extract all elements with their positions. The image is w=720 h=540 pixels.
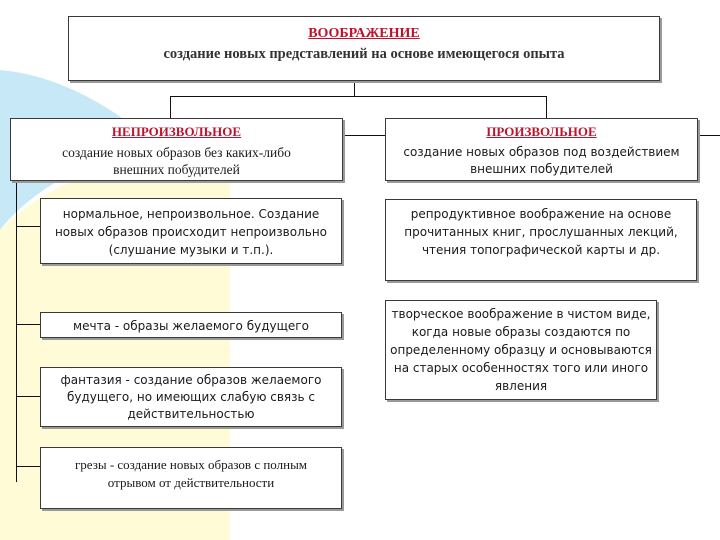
left-item-fantasy [40,367,342,427]
connector-right-edge [697,135,720,136]
left-item-fantasy-text: фантазия - создание образов желаемого будущего, но имеющих слабую связь с действительностью [60,373,322,421]
connector-left-item-1 [16,226,40,227]
left-item-reverie-text: грезы - создание новых образов с полным отрывом от действительности [74,457,308,490]
involuntary-title: НЕПРОИЗВОЛЬНОЕ [111,124,242,139]
connector-between-categories [343,135,385,136]
connector-root-down [354,80,355,96]
involuntary-category-box [10,118,343,181]
right-item-creative-text: творческое воображение в чистом виде, когда новые образы создаются по определенному образцу и основываются на старых особенностях того или иного явления [390,307,652,393]
connector-left-item-2 [16,324,40,325]
connector-left-item-3 [16,396,40,397]
right-item-creative [385,300,657,400]
left-item-reverie [40,447,342,509]
root-title: ВООБРАЖЕНИЕ [308,26,420,41]
involuntary-subtitle-line1: создание новых образов без каких-либо [62,145,291,160]
connector-left-item-4 [16,466,40,467]
right-item-reproductive-text: репродуктивное воображение на основе прочитанных книг, прослушанных лекций, чтения топографической карты и др. [404,207,678,257]
left-item-dream [40,312,342,338]
left-item-dream-text: мечта - образы желаемого будущего [73,319,309,333]
voluntary-category-box [385,118,698,181]
left-item-normal-text: нормальное, непроизвольное. Создание новых образов происходит непроизвольно (слушание музыки и т.п.). [54,207,328,257]
root-concept-box [68,16,660,81]
voluntary-subtitle-line2: внешних побудителей [470,162,613,176]
left-item-normal [40,198,342,264]
voluntary-subtitle-line1: создание новых образов под воздействием [403,145,680,159]
connector-to-right [546,96,547,118]
connector-horizontal [170,96,547,97]
right-item-reproductive [385,199,697,281]
connector-to-left [170,96,171,118]
involuntary-subtitle-line2: внешних побудителей [113,162,240,177]
voluntary-title: ПРОИЗВОЛЬНОЕ [486,124,597,139]
root-subtitle: создание новых представлений на основе имеющегося опыта [163,46,565,62]
